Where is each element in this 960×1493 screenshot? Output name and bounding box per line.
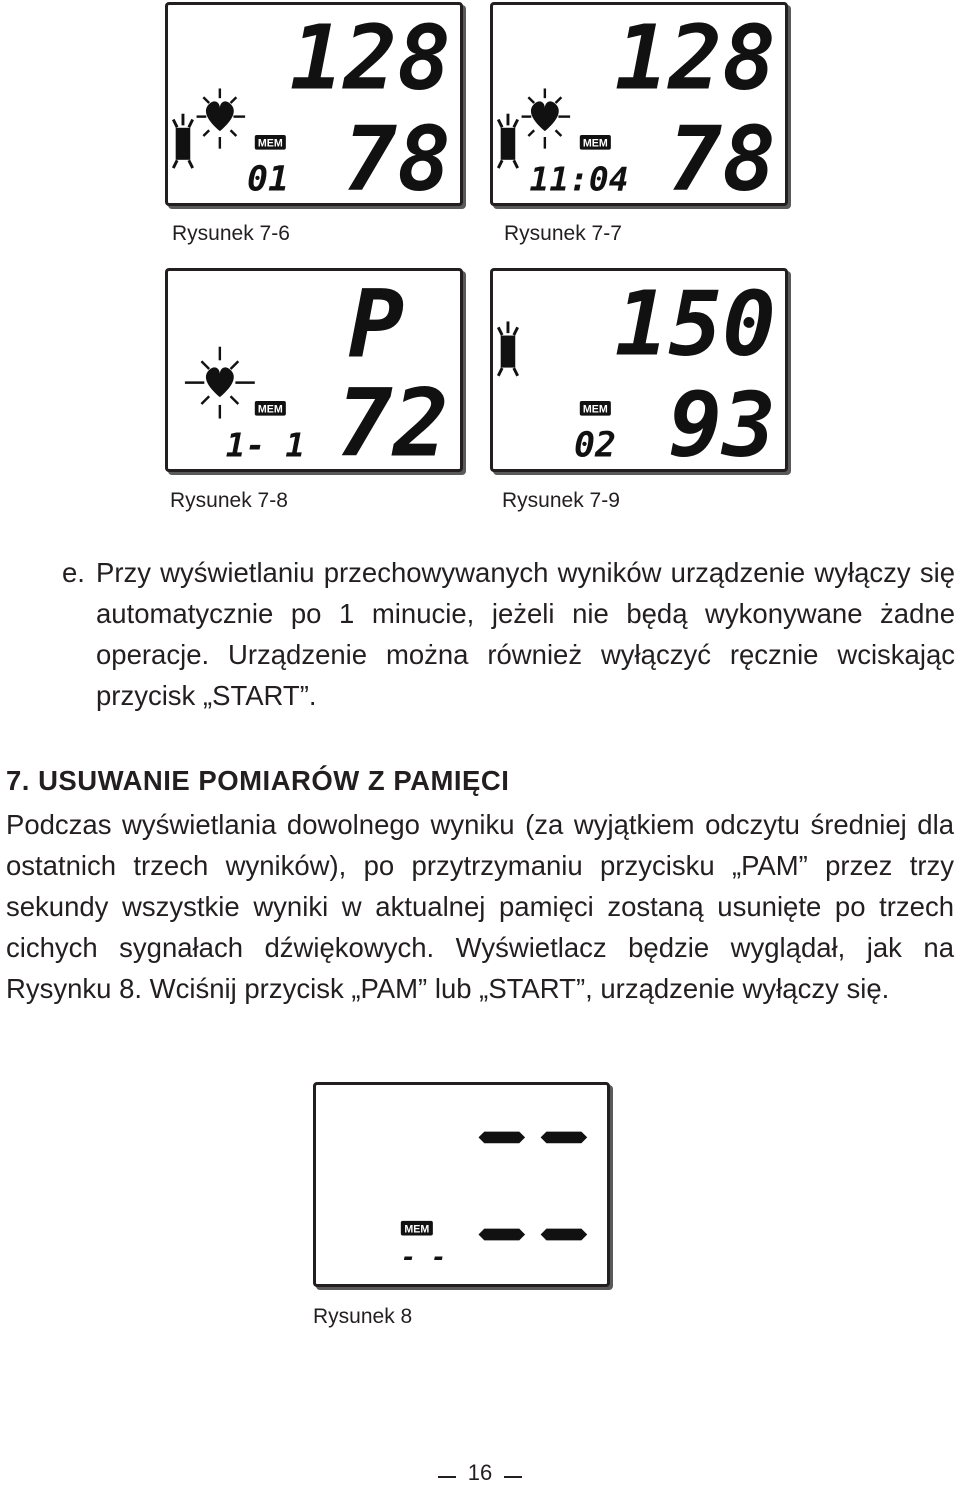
cuff-icon — [498, 321, 517, 375]
lcd-figure-7-7 — [490, 2, 788, 212]
lcd-display — [168, 270, 460, 478]
mem-label: MEM — [257, 403, 283, 416]
page-number: 16 — [467, 1460, 493, 1485]
cuff-icon — [173, 114, 192, 168]
caption-figure-7-8: Rysunek 7-8 — [170, 489, 288, 512]
lcd-display — [493, 5, 785, 212]
section-heading: 7. USUWANIE POMIARÓW Z PAMIĘCI — [6, 765, 510, 796]
section-7-text: Podczas wyświetlania dowolnego wyniku (za wyjątkiem odczytu średniej dla ostatnich trzech wyników), po przytrzymaniu przycisku „PAM” przez trzy sekundy wszystkie wyniki w aktualnej pamięci zostaną usunięte po trzech cichych sygnałach dźwiękowych. Wyświetlacz będzie wyglądał, jak na Rysynku 8. Wciśnij przycisk „PAM” lub „START”, urządzenie wyłączy się. — [6, 809, 954, 1004]
lcd-display — [493, 271, 785, 478]
systolic-dashes — [478, 1132, 587, 1144]
mem-label: MEM — [257, 137, 283, 150]
lcd-figure-7-8 — [165, 268, 463, 478]
memory-readout: - - — [400, 1242, 447, 1272]
caption-figure-7-9: Rysunek 7-9 — [502, 489, 620, 512]
cuff-icon — [498, 114, 517, 168]
memory-readout: 11:04 — [529, 159, 629, 199]
diastolic-dashes — [478, 1229, 587, 1241]
paragraph-e — [62, 552, 955, 716]
mem-label: MEM — [582, 137, 608, 150]
diastolic-value: 78 — [343, 107, 451, 212]
caption-figure-7-7: Rysunek 7-7 — [504, 222, 622, 245]
systolic-value: 150 — [614, 272, 776, 377]
pulse-value: 72 — [336, 369, 449, 478]
paragraph-e-text: Przy wyświetlaniu przechowywanych wyników urządzenie wyłączy się automatycznie po 1 minucie, jeżeli nie będą wykonywane żadne operacje. Urządzenie można również wyłączyć ręcznie wciskając przycisk „START”. — [96, 557, 955, 711]
lcd-figure-8 — [313, 1082, 610, 1287]
systolic-value: 128 — [614, 6, 776, 111]
memory-readout: 1- 1 — [225, 425, 306, 465]
lcd-display — [316, 1085, 607, 1284]
heart-icon — [522, 88, 571, 148]
list-marker: e. — [62, 557, 85, 588]
systolic-value: 128 — [289, 6, 451, 111]
caption-figure-7-6: Rysunek 7-6 — [172, 222, 290, 245]
systolic-value: P — [348, 270, 405, 379]
lcd-display — [168, 5, 460, 212]
mem-label: MEM — [582, 403, 608, 416]
lcd-figure-7-9 — [490, 268, 788, 478]
page-number-dash-right — [504, 1476, 522, 1478]
diastolic-value: 93 — [668, 373, 776, 478]
memory-readout: 01 — [247, 159, 290, 200]
heart-icon — [185, 347, 255, 419]
caption-figure-8: Rysunek 8 — [313, 1305, 413, 1328]
lcd-figure-7-6 — [165, 2, 463, 212]
heart-icon — [197, 88, 246, 148]
diastolic-value: 78 — [668, 107, 776, 212]
memory-readout: 02 — [573, 425, 617, 466]
mem-label: MEM — [404, 1223, 430, 1236]
